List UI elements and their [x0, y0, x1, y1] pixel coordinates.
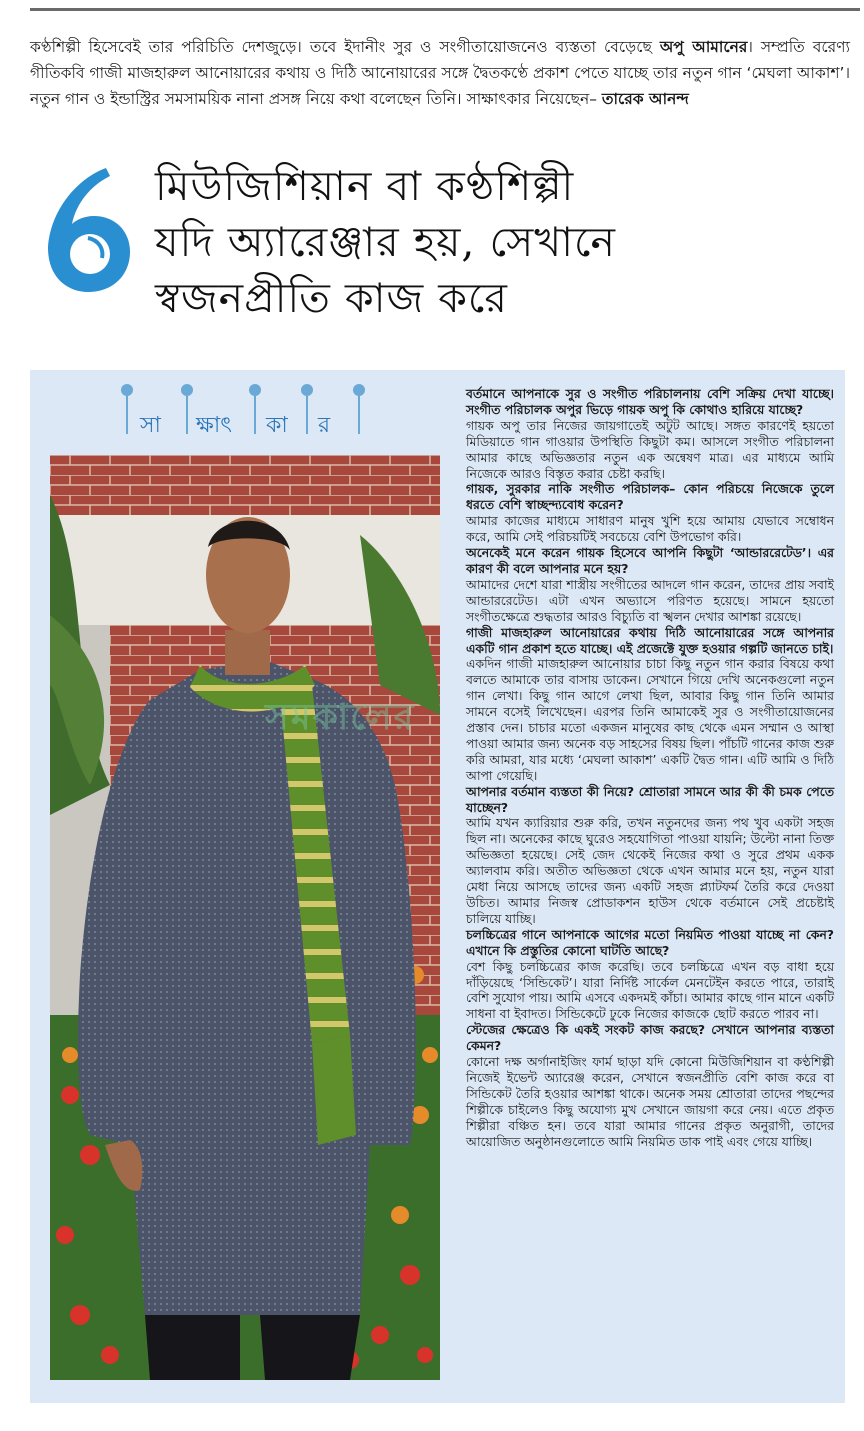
question: চলচ্চিত্রের গানে আপনাকে আগের মতো নিয়মিত পাওয়া যাচ্ছে না কেন? এখানে কি প্রস্তুতির কোনো ঘাটতি আছে? [466, 926, 834, 958]
question: বর্তমানে আপনাকে সুর ও সংগীত পরিচালনায় বেশি সক্রিয় দেখা যাচ্ছে। সংগীত পরিচালক অপুর ভিড়ে গায়ক অপু কি কোথাও হারিয়ে যাচ্ছে? [466, 386, 834, 417]
label-pin [306, 386, 308, 434]
question: আপনার বর্তমান ব্যস্ততা কী নিয়ে? শ্রোতারা সামনে আর কী কী চমক পেতে যাচ্ছেন? [466, 783, 834, 815]
label-pin [254, 386, 256, 434]
section-label-interview [120, 384, 370, 442]
artist-name: অপু আমানের [659, 38, 748, 56]
question: গায়ক, সুরকার নাকি সংগীত পরিচালক– কোন পরিচয়ে নিজেকে তুলে ধরতে বেশি স্বাচ্ছন্দ্যবোধ করেন? [466, 481, 834, 513]
headline-line-1: মিউজিশিয়ান বা কণ্ঠশিল্পী [155, 162, 575, 210]
label-pin [126, 386, 128, 434]
intro-paragraph [30, 34, 850, 112]
quote-mark-icon [28, 160, 138, 300]
answer: একদিন গাজী মাজহারুল আনোয়ার চাচা কিছু নতুন গান করার বিষয়ে কথা বলতে আমাকে তার বাসায় ডাকেন। সেখানে গিয়ে দেখি অনেকগুলো নতুন গান লেখা। কিছু গান আগে লেখা ছিল, আবার কিছু গান তিনি আমার সামনে বসেই লিখেছেন। এরপর তিনি আমাকেই সুর ও সংগীতায়োজনের প্রস্তাব দেন। চাচার মতো একজন মানুষের কাছ থেকে এমন সম্মান ও আস্থা পাওয়া আমার জন্য অনেক বড় সাহসের বিষয় ছিল। পাঁচটি গানের কাজ শুরু করি আমরা, যার মধ্যে ‘মেঘলা আকাশ’ একটি দ্বৈত গান। এটি আমি ও দিঠি আপা গেয়েছি। [466, 656, 834, 783]
artist-photo [50, 455, 440, 1380]
answer: আমার কাজের মাধ্যমে সাধারণ মানুষ খুশি হয়ে আমায় যেভাবে সম্বোধন করে, আমি সেই পরিচয়টিই সবচেয়ে বেশি উপভোগ করি। [466, 513, 834, 545]
intro-text-2: । সম্প্রতি বরেণ্য গীতিকবি গাজী মাজহারুল আনোয়ারের কথায় ও দিঠি আনোয়ারের সঙ্গে দ্বৈতকণ্ঠে প্রকাশ পেতে যাচ্ছে তার নতুন গান ‘মেঘলা আকাশ’। নতুন গান ও ইন্ডাস্ট্রির সমসাময়িক নানা প্রসঙ্গ নিয়ে কথা বলেছেন তিনি। সাক্ষাৎকার নিয়েছেন– [30, 38, 850, 108]
label-char: কা [266, 413, 288, 438]
question: গাজী মাজহারুল আনোয়ারের কথায় দিঠি আনোয়ারের সঙ্গে আপনার একটি গান প্রকাশ হতে যাচ্ছে। এই প্রজেক্টে যুক্ত হওয়ার গল্পটি জানতে চাই। [466, 624, 834, 656]
answer: কোনো দক্ষ অর্গানাইজিং ফার্ম ছাড়া যদি কোনো মিউজিশিয়ান বা কণ্ঠশিল্পী নিজেই ইভেন্ট অ্যারেঞ্জ করেন, সেখানে স্বজনপ্রীতি বেশি কাজ করে বা সিন্ডিকেট তৈরি হওয়ার আশঙ্কা থাকে। অনেক সময় শ্রোতারা তাদের পছন্দের শিল্পীকে চাইলেও কিছু অযোগ্য মুখ সেখানে জায়গা করে নেয়। এতে প্রকৃত শিল্পীরা বঞ্চিত হন। তবে যারা আমার গানের প্রকৃত অনুরাগী, তাদের আয়োজিত অনুষ্ঠানগুলোতে আমি নিয়মিত ডাক পাই এবং গেয়ে যাচ্ছি। [466, 1054, 834, 1149]
label-pin [358, 386, 360, 434]
question: অনেকেই মনে করেন গায়ক হিসেবে আপনি কিছুটা ‘আন্ডাররেটেড’। এর কারণ কী বলে আপনার মনে হয়? [466, 545, 834, 576]
label-char: সা [140, 413, 161, 438]
headline-line-3: স্বজনপ্রীতি কাজ করে [155, 274, 508, 322]
answer: বেশ কিছু চলচ্চিত্রের কাজ করেছি। তবে চলচ্চিত্রে এখন বড় বাধা হয়ে দাঁড়িয়েছে ‘সিন্ডিকেট’। যারা নির্দিষ্ট সার্কেল মেনটেইন করতে পারে, তারাই বেশি সুযোগ পায়। আমি এসবে একদমই কাঁচা। আমার কাছে গান মানে একটি সাধনা বা ইবাদত। সিন্ডিকেটে ঢুকে নিজের কাজকে ছোট করতে পারব না। [466, 958, 834, 1022]
intro-text-1: কণ্ঠশিল্পী হিসেবেই তার পরিচিতি দেশজুড়ে। তবে ইদানীং সুর ও সংগীতায়োজনেও ব্যস্ততা বেড়েছে [30, 38, 660, 56]
answer: গায়ক অপু তার নিজের জায়গাতেই অটুট আছে। সঙ্গত কারণেই হয়তো মিডিয়াতে গান গাওয়ার উপস্থিতি কিছুটা কম। আসলে সংগীত পরিচালনা আমার কাছে অভিজ্ঞতার নতুন এক অন্বেষণ মাত্র। এর মাধ্যমে আমি নিজেকে আরও বিস্তৃত করার চেষ্টা করছি। [466, 417, 834, 481]
watermark: সমকালের [265, 697, 416, 738]
label-pin [186, 386, 188, 434]
headline-line-2: যদি অ্যারেঞ্জার হয়, সেখানে [155, 218, 616, 266]
answer: আমাদের দেশে যারা শাস্ত্রীয় সংগীতের আদলে গান করেন, তাদের প্রায় সবাই আন্ডাররেটেড। এটা এখন অভ্যাসে পরিণত হয়েছে। সামনে হয়তো সংগীতক্ষেত্রে শুদ্ধতার আরও বিচ্যুতি বা স্খলন দেখার আশঙ্কা রয়েছে। [466, 576, 834, 624]
top-rule [30, 8, 860, 11]
headline [155, 158, 855, 326]
label-char: ক্ষাৎ [196, 413, 232, 438]
label-char: র [318, 413, 331, 438]
interviewer-name: তারেক আনন্দ [601, 90, 689, 108]
answer: আমি যখন ক্যারিয়ার শুরু করি, তখন নতুনদের জন্য পথ খুব একটা সহজ ছিল না। অনেকের কাছে ঘুরেও সহযোগিতা পাওয়া যায়নি; উল্টো নানা তিক্ত অভিজ্ঞতা হয়েছে। সেই জেদ থেকেই নিজের কথা ও সুরে প্রথম একক অ্যালবাম করি। অতীত অভিজ্ঞতা থেকে এখন আমার মনে হয়, নতুন যারা মেধা নিয়ে আসছে তাদের জন্য একটি সহজ প্ল্যাটফর্ম তৈরি করে দেওয়া উচিত। আমার নিজস্ব প্রোডাকশন হাউস থেকে বর্তমানে সেই প্রচেষ্টাই চালিয়ে যাচ্ছি। [466, 815, 834, 926]
question: স্টেজের ক্ষেত্রেও কি একই সংকট কাজ করছে? সেখানে আপনার ব্যস্ততা কেমন? [466, 1022, 834, 1054]
interview-column [466, 386, 834, 1150]
